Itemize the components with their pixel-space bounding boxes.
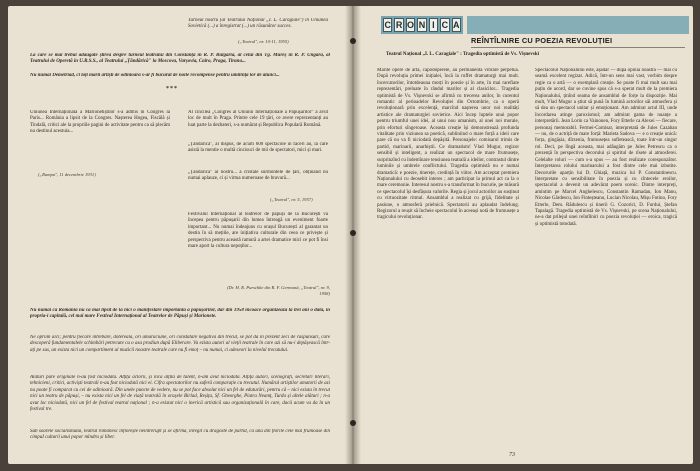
left-col2-text3: „Țăndărica" al nostru... a cristale surmontele de țări, obținând nu numai aplauze, ci și virtua numeroase de bravură... (188, 170, 328, 182)
left-col2-source: („Teatrul", nr. 5, 1957) (270, 197, 313, 202)
right-page (353, 6, 693, 464)
left-page (8, 6, 353, 464)
paragraph-4: Alături pure originale n-au fost niciodată. Alțița actorii, și încă alțita de talent, n-am avut niciodată. Alțița autori, scenografi, secretari literari, tehnicieni, critici, activiști teatrali n-au fost niciodată nici ei. Cifra spectatorilor nu suferă comparație cu trecutul. Numărul artiștilor amatorii de azi nu poate fi comparat cu cei de odinioară. Din unele puncte de vedere, nu se pot face absolut nici un fel de eduturări, pentru că – nici exista în trecut nici un teatru de păpuși, – nu exista nici un fel de viață teatrală în orașele Birlad, Reșița, Sf. Gheorghe, Piatra Neamț, Turda și altele alături ; n-a avut loc niciodată, nici un fel de festival teatral național ; n-a existat nici o inerică artistică sau organizațională în care, dacă acum va da în un festival tre. (30, 375, 330, 413)
right-col1-text: Marile opere de artă, capodoperele, au permanenta vibrare perpetuă. După revoluția primei inițialei, încă la ruffet dramaturgi mai mult. încercatorilor, întotdeauna morți în poezie și în arte, în mai rarefiate reprezentări, preluate în rândul marilor și al clasicilor... Tragedia optimistă de Vs. Vișnevski se afirmă cu trecerea anilor, în curentul romantic al perioadelor Revoluției din Octombrie, ca o operă revoluționară prin excelență, marcînd nașterea unor noi realități artistice ale dramaturgiei sovietice. Aici încep luptele unui popor pentru triumful unei idei, al unui nou umanism, al unei noi morale, prin eforturi sîngeroase. Aceasta creație își demonstrează profunda vitalitate prin viziunea sa poetică, subliniind o mare forță a ideii care pare că nu va fi niciodată depășită. Personajele: comisarul trimis de partid, marinarii, anarhiștii. Ce dramatism! Vlad Mugur, regizor sensibil și inteligent, a realizat un spectacol de mare frumusețe, surprinzînd cu îndemînare tensiunea teatrală a ideilor, contrastul dintre luminile și umbrele conflictului. Tragedia optimistă nu e numai dramatică: e poezie, tinerețe, credință în viitor. Am acceptat premiera Naționalului cu deosebit interes ; am participat la primul act ca la o mare ceremonie. Interesul nostru s-a transformat în bucurie, pe măsură ce spectacolul își desfășura valorile. Regia și jocul actorilor au susținut cu virtuozitate ritmul. Ansamblul a realizat cu grijă, fidelitate și pasiune, o atmosferă prielnică. Spectatorii au aplaudat îndelung. Regizorul a reușit să încheie spectacolul în aceeași notă de frumusețe a tragicului revoluționar. (377, 68, 519, 221)
section-label-cronica (381, 16, 463, 34)
right-col2-text: Spectacolul Naționalului este, așadar — după opinia noastră — mai cu seamă excelent regizat. Adică, într-un sens mai vast, vorbim despre regie ca o artă — o exemplară creație. Se poate fi mai mult sau mai puțin de acord, dar se cuvine spus că s-a sperat mult de la premiera Naționalului, ținînd seama de ansamblul de forțe la dispoziție. Mai mult, Vlad Mugur a știut să pună în lumină actorilor săi atmosfera și să dea un spectacol unitar și emoționant. Am admirat actul III, unde încordarea atinge paroxismul; am admirat gama de nuanțe a interpretării. Jean Lorin ca Vainonen, Fory Etterle ca Alexei — fiecare, personaj memorabil. Fermei-Comisar, interpretată de Jules Cazaban — nu, de o actriță de mare forță: Marieta Sadova — e o creație unică: forța, gingășia, dîrzenia, frumusețea sufletească, toate într-un singur rol. Deci, pe lîngă aceasta, mai adăugăm pe Jules Petrescu ca o prezență în perspectiva decorului și spiritul de rîsete al atmosferei. Celelalte roluri — cum s-a spus — au fost realizate corespunzător. Interpretarea rolului marinarului a fost dintre cele mai izbutite. Decorurile aparțin lui D. Ghiață, muzica lui P. Constantinescu. Interpretate cu sensibilitate în poezia și cu cîntecele eroilor, spectacolul a devenit un adevărat poem scenic. Dintre interpreți, amintim pe Marcel Anghelescu, Constantin Ramadan, Ion Manu, Nicolae Gărdescu, Ion Finteșteanu, Lucian Nicolau, Mișu Fotino, Fory Etterle, Dem. Rădulescu și tinerii G. Cozorici, D. Furdui, Ștefan Tapalagă. Tragedia optimistă de Vs. Vișnevski, pe scena Naționalului, ne-a dat prilejul unei reîntîlniri cu poezia revoluției — eroica, tragică și optimistă totodată. (535, 68, 677, 227)
binding-hole (350, 38, 356, 44)
paragraph-1b: Nu numai Demetriad, ci toți marii artiști de odinioară s-ar fi bucurat de noile recompense pentru umilința lor de atunci... (30, 73, 280, 78)
paragraph-1: La care se mai trebui adăugate știrea despre turneul teatrului din Constanța în R. P. Bulgaria, al celui din Tg. Mureș în R. P. Ungară, al Teatrului de Operetă în U.R.S.S., al Teatrului „Țăndărică" la Moscova, Varșovia, Cairo, Praga, Tirana... (30, 53, 330, 65)
paragraph-3: Ne opriim aici; pentru fiecare întrebare, dotereala, ori amărăciune, ori constatare negativă din trecut, se pot da în prezent zeci de răspunsuri, care descoperă fundamentalele schimbări petrecute cu o asa prodiun după Eliberare. Va ezista autori al vieții teatrale în care azi să nu-i depășească într-ați pe sus, un exista nici un compartiment al muzicii noastre teatrale care nu fi emoț – nu numai, ci adeseori la nivelul trecutului. (30, 335, 330, 353)
binding-hole (350, 420, 356, 426)
left-col1-text: Uniunea Internațională a Marionetiștilor s-a admis în Congres la Paris... România a lipsit de la Congres. Nașterea Hogea, Fiscălă și Tindală, critici ale la propriile pagini de activitate pentru ca să plecăm nu destinul acestuia... (30, 110, 170, 135)
page-number: 73 (509, 452, 515, 458)
quote-1: Turneul nostru (al Teatrului Național „I. L. Caragiale") în Uniunea Sovietică (...) a înregistrat (...) un răsunător succes. (188, 18, 328, 30)
section-letter: R (395, 20, 403, 30)
left-col2-source2: (Dr. H. R. Purschke din R. F. Germană, „Teatrul", nr. 9, 1958) (227, 285, 330, 296)
section-letter: N (418, 20, 426, 30)
quote-1-source: („Teatrul", nr. 10-11, 1955) (238, 39, 289, 44)
paragraph-5: Sub soarele socialismului, teatrul românesc înflorește neîntrerupt și se afirmă, inregit cu dragoste de partid, ca una din florile cele mai frumoase din cimpuI culturii unui popor mîndru și liber. (30, 429, 330, 441)
article-subtitle: Teatrul Național „I. L. Caragiale" : Tragedia optimistă de Vs. Vișnevski (386, 52, 540, 57)
section-letter: O (407, 20, 415, 30)
binding-hole (350, 230, 356, 236)
article-title: REÎNTÎLNIRE CU POEZIA REVOLUȚIEI (471, 36, 613, 45)
section-letter: I (429, 18, 438, 32)
left-col1-source: („Rampa", 11 decembrie 1931) (38, 172, 96, 177)
section-letter: C (441, 20, 449, 30)
left-col2-text2: „Țăndărica", al dispus, de acum 600 spectacole în faceri au, la care asistă la mentie o multă cincisuci de mii de spectatori, mici și mari. (188, 142, 328, 154)
section-separator: *** (166, 86, 178, 92)
section-letter: A (452, 20, 460, 30)
title-rule (471, 47, 685, 48)
paragraph-2: Nu numai că România nu ca mai lipsit de la nici o manifestare importantă a păpușarilor, dar din 1958 încoace organizează la trei ani o dată, în propria-i capitală, cel mai mare Festival Internațional al Teatrelor de Păpuși și Marionete. (30, 308, 330, 320)
section-letter: C (384, 20, 391, 30)
left-col2-text: Al cincilea „Congres al Uniunii Internaționale a Păpușarilor" a avut loc de mult în Praga. Printre cele 19 țări, ce avere reprezentanți au luat parte la dezbateri, s-a numărat și Republica Populară Română. (188, 110, 328, 128)
section-color-band (467, 16, 689, 34)
left-col2-text4: Festivalul Internațional al teatrelor de păpuși de la București va începea pentru păpușarii din lumea întreagă un eveniment foarte important... Nu numai îndeajuns cu orașul București al garantat un destin în să mețiile, are inițiativa culturale din ceea ce privește și perspectiva pentru această ramură a artei dramatice mici ce pot fi însi mare aport la cultura nepoților... (188, 212, 328, 250)
